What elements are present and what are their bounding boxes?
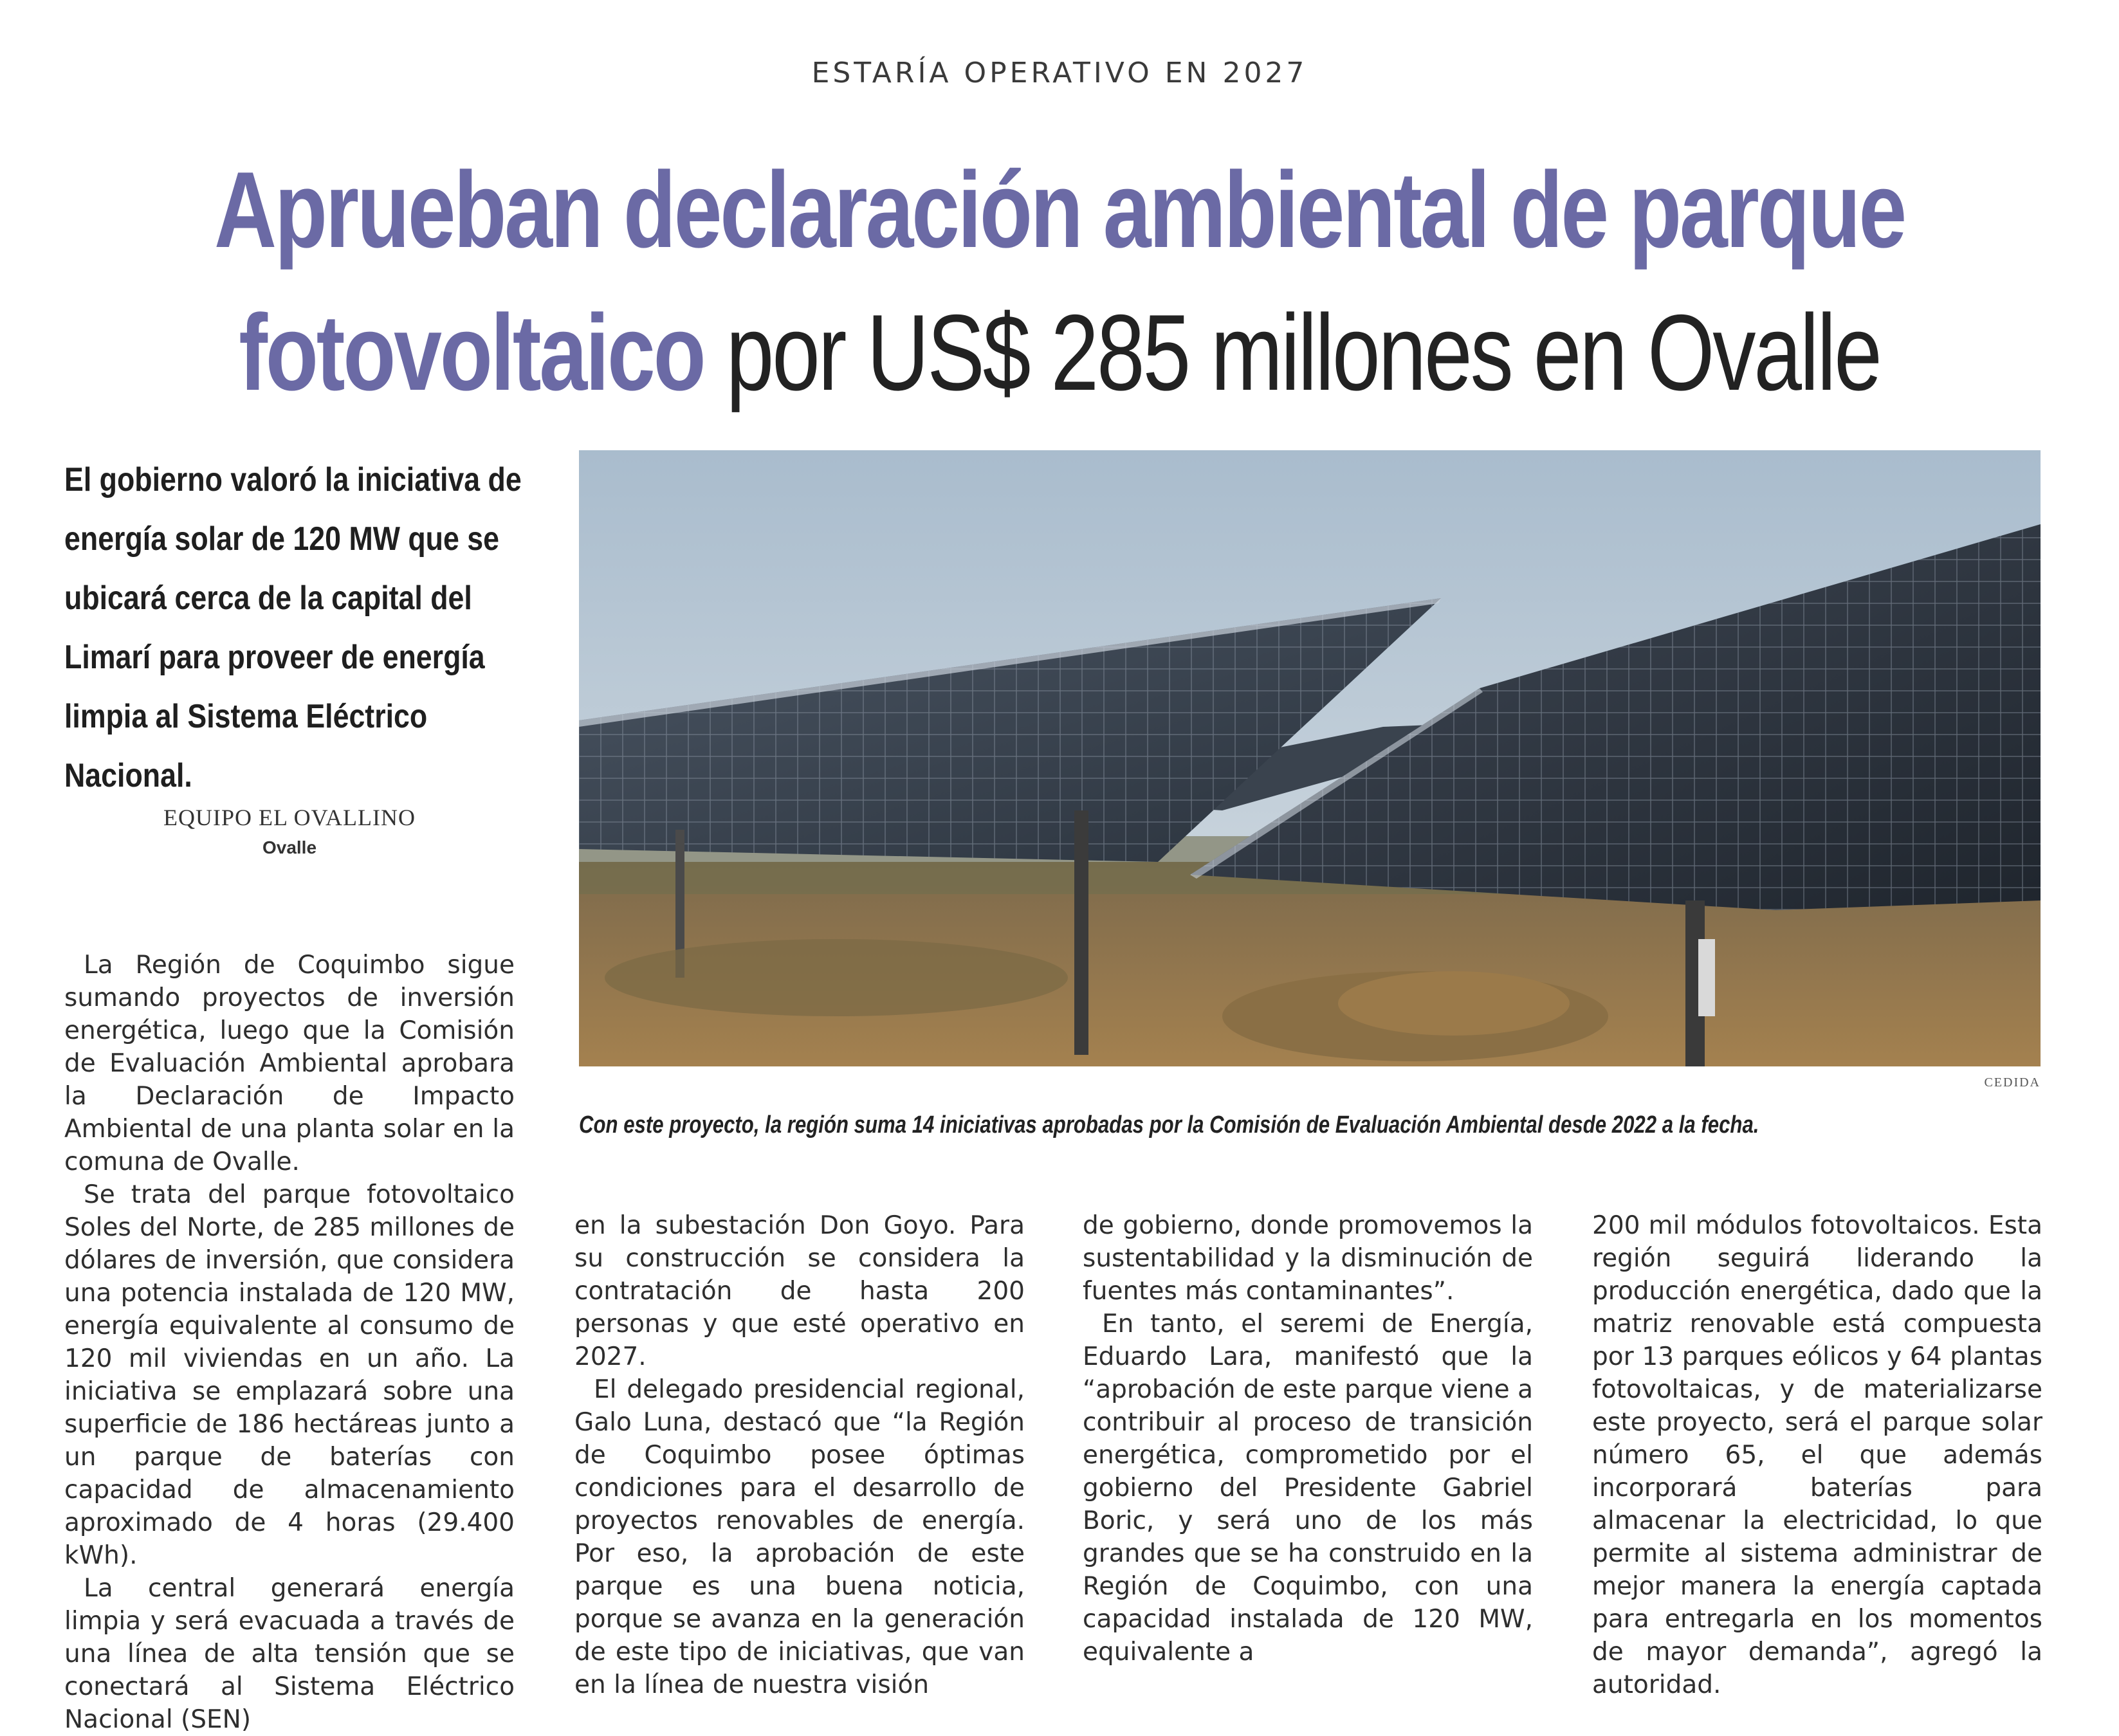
headline-light: por US$ 285 millones en Ovalle	[726, 292, 1880, 413]
lead-paragraph: El gobierno valoró la iniciativa de energía solar de 120 MW que se ubicará cerca de la capital del Limarí para proveer de energía limpia al Sistema Eléctrico Nacional.	[64, 461, 522, 794]
body-paragraph: en la subestación Don Goyo. Para su construcción se considera la contratación de hasta 200 personas y que esté operativo en 2027.	[574, 1211, 1025, 1371]
byline-author: EQUIPO EL OVALLINO	[163, 805, 416, 830]
body-column-4	[1592, 1209, 2042, 1701]
section-kicker: ESTARÍA OPERATIVO EN 2027	[811, 57, 1308, 89]
body-column-2	[574, 1209, 1025, 1701]
body-column-1	[64, 949, 515, 1736]
body-paragraph: La central generará energía limpia y será evacuada a través de una línea de alta tensión que se conectará al Sistema Eléctrico Nacional (SEN)	[64, 1574, 515, 1734]
body-column-3	[1083, 1209, 1533, 1668]
body-paragraph: La Región de Coquimbo sigue sumando proyectos de inversión energética, luego que la Comisión de Evaluación Ambiental aprobara la Declaración de Impacto Ambiental de una planta solar en la comuna de Ovalle.	[64, 951, 515, 1176]
photo-caption: Con este proyecto, la región suma 14 iniciativas aprobadas por la Comisión de Evaluación Ambiental desde 2022 a la fecha.	[579, 1111, 1759, 1138]
photo-credit: CEDIDA	[1984, 1075, 2041, 1090]
solar-park-photo	[579, 450, 2041, 1066]
headline	[83, 138, 2035, 424]
body-paragraph: de gobierno, donde promovemos la sustentabilidad y la disminución de fuentes más contaminantes”.	[1083, 1211, 1533, 1306]
body-paragraph: El delegado presidencial regional, Galo Luna, destacó que “la Región de Coquimbo posee óptimas condiciones para el desarrollo de proyectos renovables de energía. Por eso, la aprobación de este parque es una buena noticia, porque se avanza en la generación de este tipo de iniciativas, que van en la línea de nuestra visión	[574, 1375, 1025, 1699]
body-paragraph: En tanto, el seremi de Energía, Eduardo Lara, manifestó que la “aprobación de este parque viene a contribuir al proceso de transición energética, comprometido por el gobierno del Presidente Gabriel Boric, y será uno de los más grandes que se ha construido en la Región de Coquimbo, con una capacidad instalada de 120 MW, equivalente a	[1083, 1310, 1533, 1667]
byline-location: Ovalle	[262, 837, 317, 857]
body-paragraph: 200 mil módulos fotovoltaicos. Esta región seguirá liderando la producción energética, dado que la matriz renovable está compuesta por 13 parques eólicos y 64 plantas fotovoltaicas, y de materializarse este proyecto, será el parque solar número 65, el que además incorporará baterías para almacenar la electricidad, lo que permite al sistema administrar de mejor manera la energía captada para entregarla en los momentos de mayor demanda”, agregó la autoridad.	[1592, 1211, 2042, 1699]
body-paragraph: Se trata del parque fotovoltaico Soles del Norte, de 285 millones de dólares de inversión, que considera una potencia instalada de 120 MW, energía equivalente al consumo de 120 mil viviendas en un año. La iniciativa se emplazará sobre una superficie de 186 hectáreas junto a un parque de baterías con capacidad de almacenamiento aproximado de 4 horas (29.400 kWh).	[64, 1180, 515, 1570]
headline-bold: Aprueban declaración ambiental de parque fotovoltaico	[214, 149, 1905, 413]
solar-panels-illustration	[579, 450, 2041, 1066]
